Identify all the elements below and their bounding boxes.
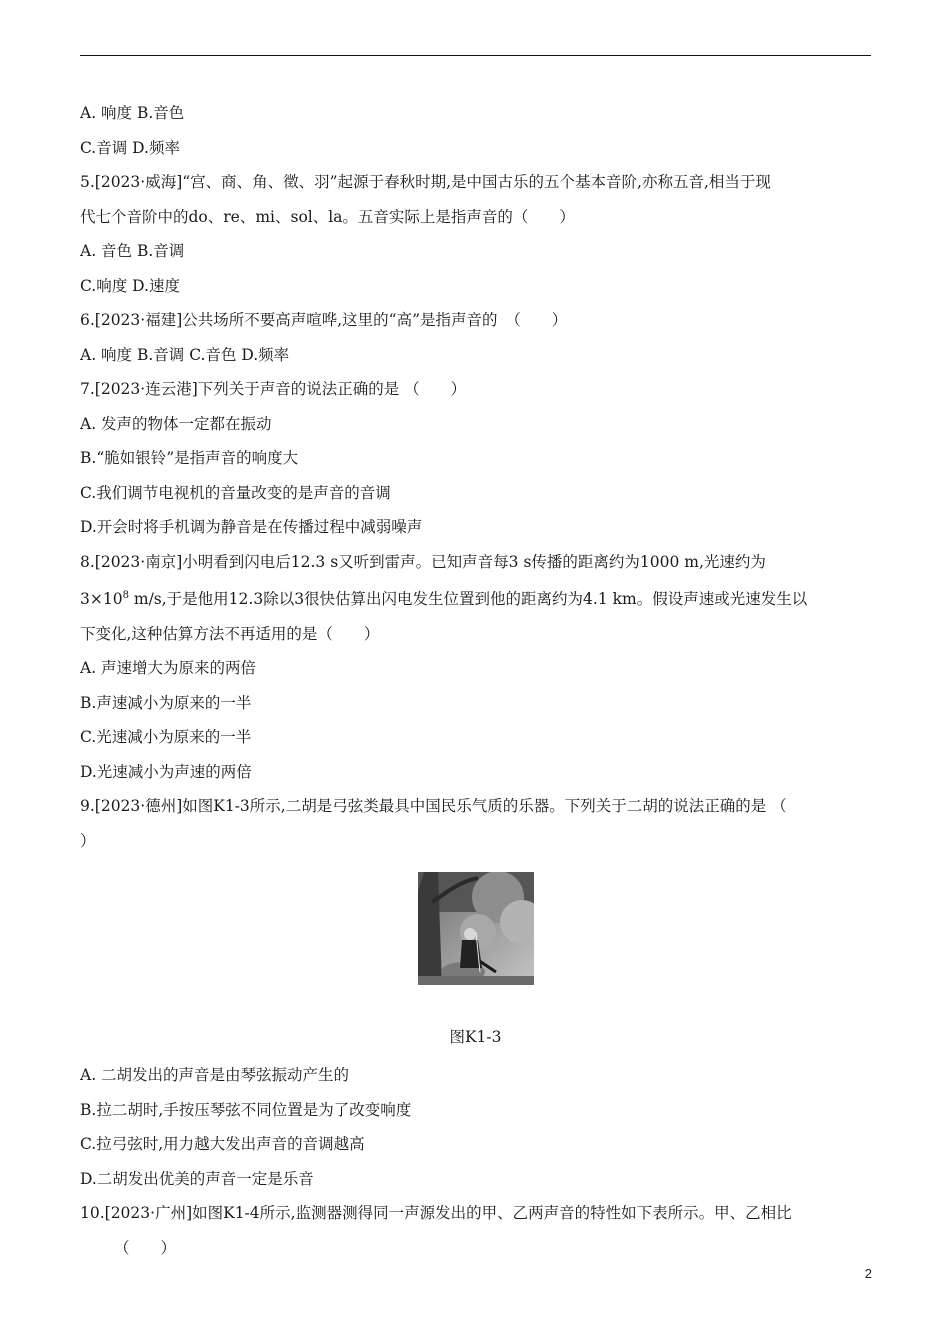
q4-option-ab: A. 响度 B.音色 — [80, 104, 185, 122]
figure-caption-k1-3: 图K1-3 — [449, 1027, 502, 1046]
q5-option-cd: C.响度 D.速度 — [80, 276, 180, 295]
q8-speed-exponent: 8 — [122, 590, 129, 601]
question-list — [80, 96, 871, 1265]
q8-option-d: D.光速减小为声速的两倍 — [80, 762, 252, 781]
q8-option-a: A. 声速增大为原来的两倍 — [80, 659, 257, 678]
q8-speed-base: 3×10 — [80, 590, 123, 609]
q9-stem-line1: 9.[2023·德州]如图K1-3所示,二胡是弓弦类最具中国民乐气质的乐器。下列关于二胡的说法正确的是 （ — [80, 797, 787, 816]
q9-option-c: C.拉弓弦时,用力越大发出声音的音调越高 — [80, 1135, 365, 1154]
q7-option-a: A. 发声的物体一定都在振动 — [80, 414, 272, 433]
q9-option-d: D.二胡发出优美的声音一定是乐音 — [80, 1169, 314, 1188]
q7-option-c: C.我们调节电视机的音量改变的是声音的音调 — [80, 483, 391, 502]
q6-stem: 6.[2023·福建]公共场所不要高声喧哗,这里的“高”是指声音的 （ ） — [80, 311, 568, 329]
q5-stem-line1: 5.[2023·威海]“宫、商、角、徵、羽”起源于春秋时期,是中国古乐的五个基本音阶,亦称五音,相当于现 — [80, 173, 771, 191]
q7-option-d: D.开会时将手机调为静音是在传播过程中减弱噪声 — [80, 518, 423, 536]
q8-stem-line1: 8.[2023·南京]小明看到闪电后12.3 s又听到雷声。已知声音每3 s传播的距离约为1000 m,光速约为 — [80, 552, 766, 571]
q10-stem-line2: （ ） — [114, 1238, 177, 1257]
q8-stem-line3: 下变化,这种估算方法不再适用的是（ ） — [80, 624, 380, 643]
q9-option-b: B.拉二胡时,手按压琴弦不同位置是为了改变响度 — [80, 1100, 412, 1119]
q8-stem-line2-rest: m/s,于是他用12.3除以3很快估算出闪电发生位置到他的距离约为4.1 km。假设声速或光速发生以 — [128, 590, 808, 609]
erhu-player-illustration — [418, 872, 534, 985]
q4-option-cd: C.音调 D.频率 — [80, 138, 180, 157]
q10-stem-line1: 10.[2023·广州]如图K1-4所示,监测器测得同一声源发出的甲、乙两声音的特性如下表所示。甲、乙相比 — [80, 1204, 792, 1223]
q8-option-c: C.光速减小为原来的一半 — [80, 728, 252, 747]
q7-option-b: B.“脆如银铃”是指声音的响度大 — [80, 449, 299, 467]
q5-option-ab: A. 音色 B.音调 — [80, 242, 185, 260]
erhu-player-photo — [418, 872, 534, 985]
q7-stem: 7.[2023·连云港]下列关于声音的说法正确的是 （ ） — [80, 380, 467, 398]
q6-options: A. 响度 B.音调 C.音色 D.频率 — [80, 345, 290, 364]
q9-stem-line2: ） — [80, 831, 96, 850]
q9-figure — [80, 872, 871, 998]
q5-stem-line2: 代七个音阶中的do、re、mi、sol、la。五音实际上是指声音的（ ） — [80, 207, 575, 226]
header-rule — [80, 55, 871, 56]
q9-option-a: A. 二胡发出的声音是由琴弦振动产生的 — [80, 1066, 350, 1085]
page-number: 2 — [864, 1266, 872, 1281]
q8-option-b: B.声速减小为原来的一半 — [80, 693, 252, 712]
q8-stem-line2 — [80, 579, 871, 617]
